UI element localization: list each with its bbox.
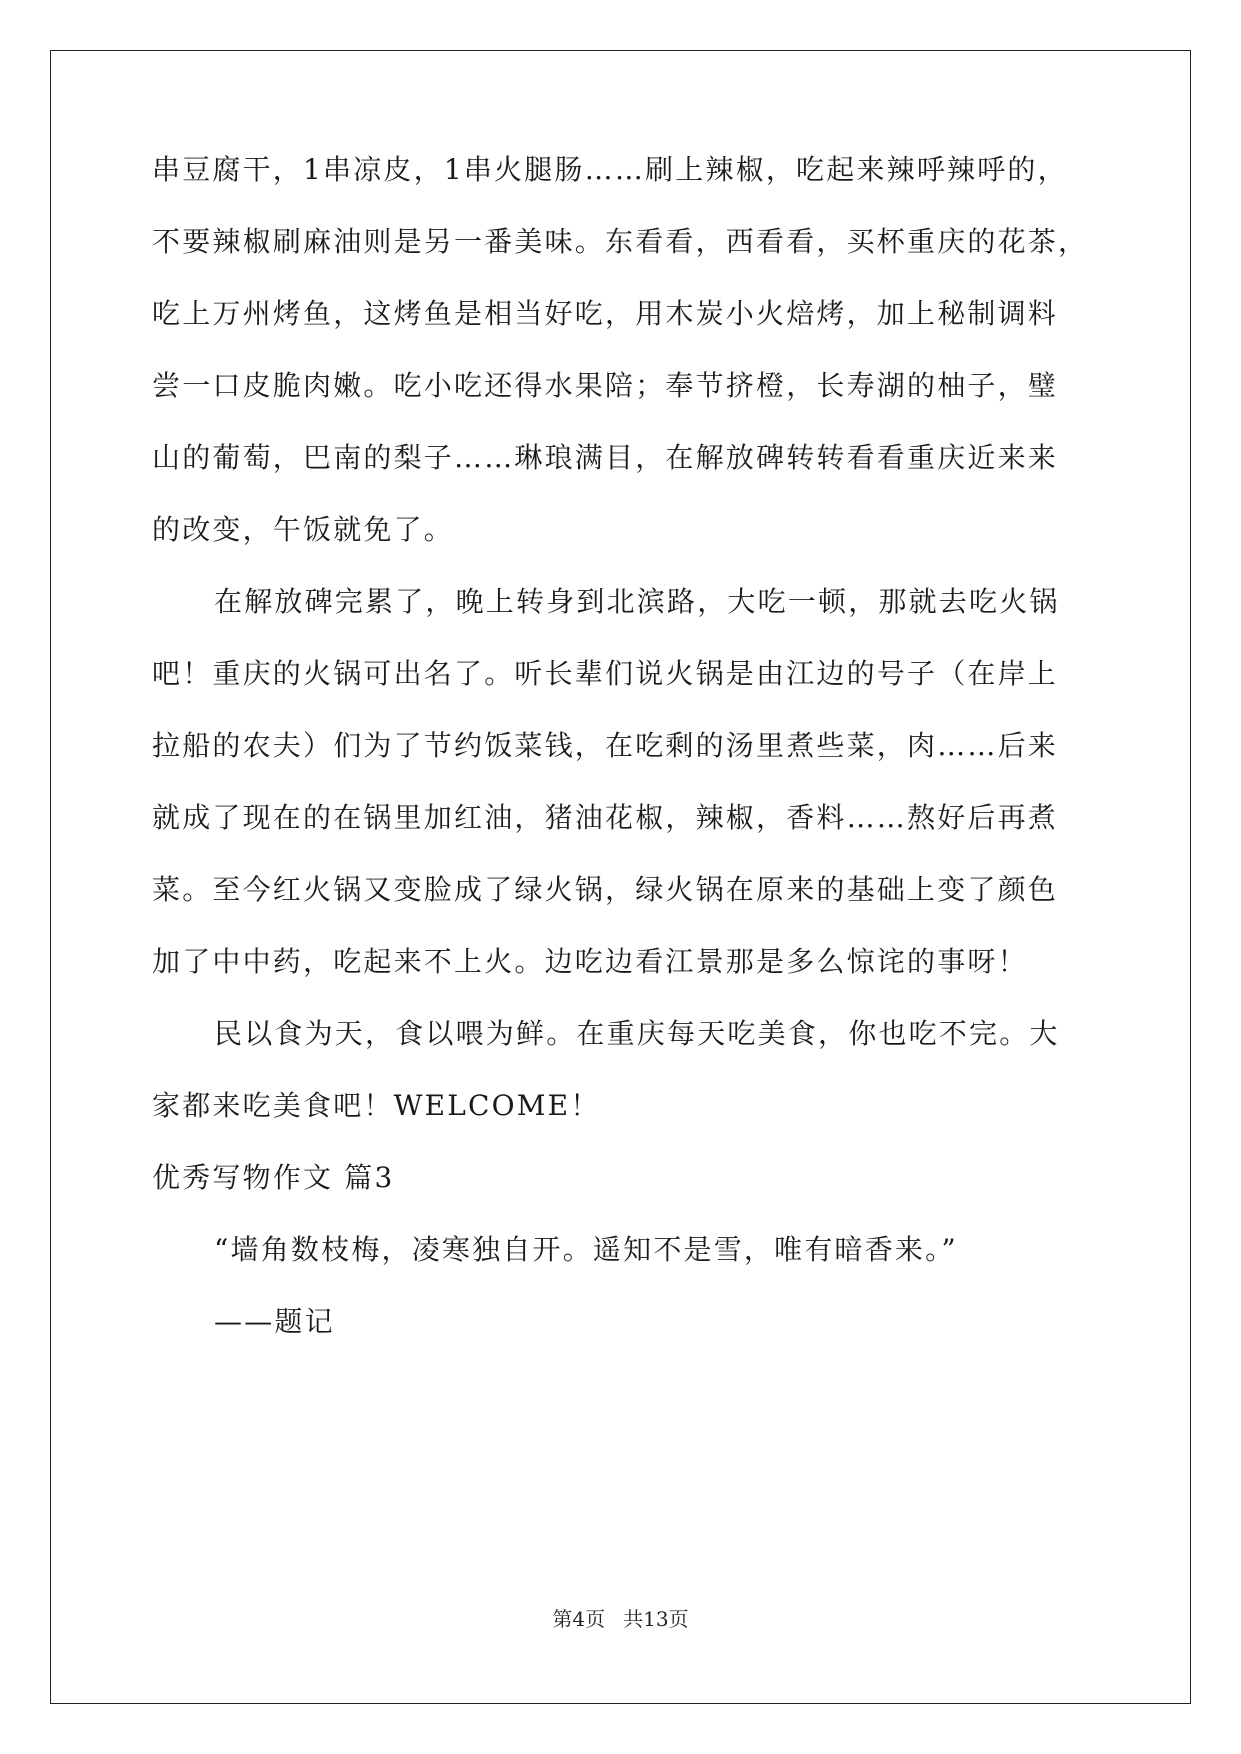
page-footer — [0, 1606, 1241, 1632]
body-text-line: 就成了现在的在锅里加红油，猪油花椒，辣椒，香料……熬好后再煮 — [152, 801, 1059, 834]
page-number: 第4页 — [552, 1607, 606, 1631]
section-title: 优秀写物作文 篇3 — [152, 1161, 395, 1194]
epigraph-source: ——题记 — [214, 1305, 335, 1338]
body-text-line: 在解放碑完累了，晚上转身到北滨路，大吃一顿，那就去吃火锅 — [214, 585, 1060, 618]
body-text-line: 民以食为天，食以喂为鲜。在重庆每天吃美食，你也吃不完。大 — [214, 1017, 1060, 1050]
body-text-line: 家都来吃美食吧！WELCOME！ — [152, 1089, 601, 1122]
body-text-line: 吃上万州烤鱼，这烤鱼是相当好吃，用木炭小火焙烤，加上秘制调料 — [152, 297, 1059, 330]
body-text-line: 拉船的农夫）们为了节约饭菜钱，在吃剩的汤里煮些菜，肉……后来 — [152, 729, 1059, 762]
body-text-line: 山的葡萄，巴南的梨子……琳琅满目，在解放碑转转看看重庆近来来 — [152, 441, 1059, 474]
body-text-line: 吧！重庆的火锅可出名了。听长辈们说火锅是由江边的号子（在岸上 — [152, 657, 1059, 690]
body-text-line: 不要辣椒刷麻油则是另一番美味。东看看，西看看，买杯重庆的花茶， — [152, 225, 1089, 258]
body-text-line: 的改变，午饭就免了。 — [152, 513, 455, 546]
body-text-line: 尝一口皮脆肉嫩。吃小吃还得水果陪；奉节挤橙，长寿湖的柚子，璧 — [152, 369, 1059, 402]
epigraph-quote: “墙角数枝梅，凌寒独自开。遥知不是雪，唯有暗香来。” — [214, 1233, 958, 1266]
body-text-line: 串豆腐干，1串凉皮，1串火腿肠……刷上辣椒，吃起来辣呼辣呼的， — [152, 153, 1068, 186]
page-total: 共13页 — [623, 1607, 689, 1631]
body-text-line: 菜。至今红火锅又变脸成了绿火锅，绿火锅在原来的基础上变了颜色 — [152, 873, 1059, 906]
body-text-line: 加了中中药，吃起来不上火。边吃边看江景那是多么惊诧的事呀！ — [152, 945, 1028, 978]
